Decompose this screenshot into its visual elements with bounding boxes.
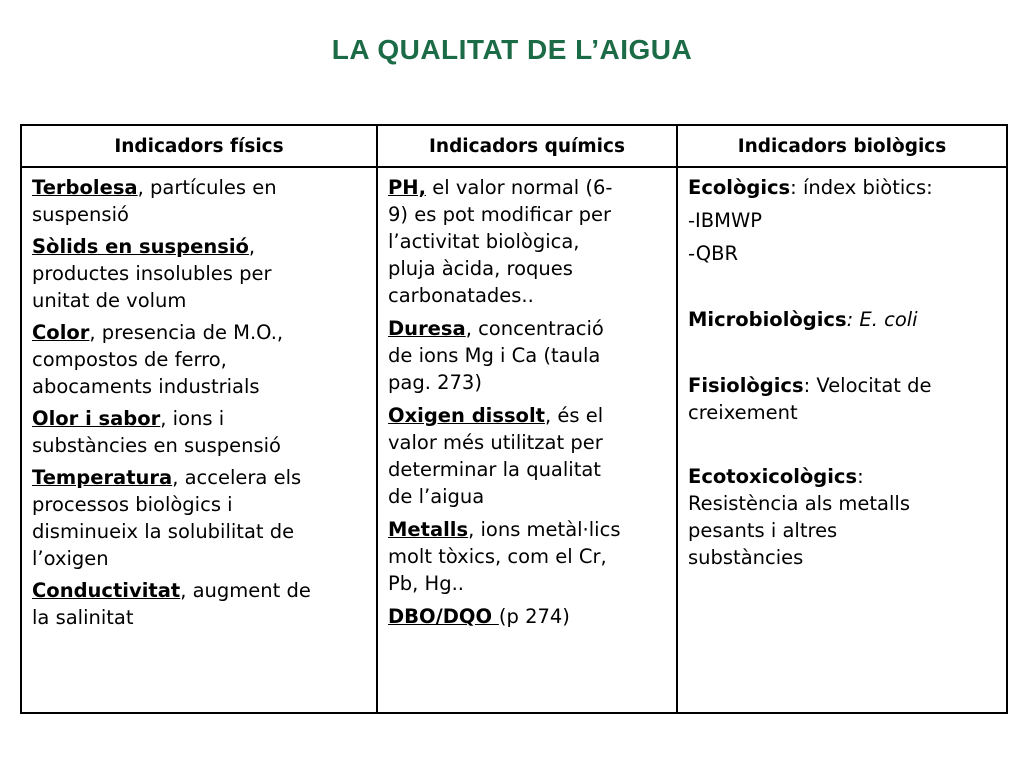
entry-color bbox=[32, 319, 368, 400]
text: pag. 273) bbox=[388, 371, 482, 394]
text: : índex biòtics: bbox=[790, 176, 933, 199]
entry-fisiologics bbox=[688, 372, 998, 426]
text: pluja àcida, roques bbox=[388, 257, 573, 280]
text: carbonatades.. bbox=[388, 284, 534, 307]
entry-temperatura bbox=[32, 464, 368, 572]
entry-metalls bbox=[388, 516, 668, 597]
text: productes insolubles per bbox=[32, 262, 272, 285]
term-conductivitat: Conductivitat bbox=[32, 579, 181, 602]
term-microbiologics: Microbiològics bbox=[688, 308, 847, 331]
text: la salinitat bbox=[32, 606, 134, 629]
term-fisiologics: Fisiològics bbox=[688, 374, 804, 397]
entry-duresa bbox=[388, 315, 668, 396]
entry-conductivitat bbox=[32, 577, 368, 631]
text: , augment de bbox=[180, 579, 311, 602]
text: : Velocitat de bbox=[803, 374, 932, 397]
content-row bbox=[21, 167, 1007, 713]
term-terbolesa: Terbolesa bbox=[32, 176, 138, 199]
species-ecoli: E. coli bbox=[859, 308, 918, 331]
text: Resistència als metalls bbox=[688, 492, 911, 515]
term-metalls: Metalls bbox=[388, 518, 469, 541]
cell-biologics bbox=[677, 167, 1007, 713]
header-quimics: Indicadors químics bbox=[377, 125, 677, 167]
text: l’activitat biològica, bbox=[388, 230, 580, 253]
text: , és el bbox=[544, 404, 604, 427]
term-temperatura: Temperatura bbox=[32, 466, 173, 489]
text: Pb, Hg.. bbox=[388, 572, 464, 595]
term-color: Color bbox=[32, 321, 90, 344]
text: substàncies bbox=[688, 546, 804, 569]
text: de l’aigua bbox=[388, 485, 485, 508]
term-ph: PH, bbox=[388, 176, 427, 199]
text: l’oxigen bbox=[32, 547, 109, 570]
text: pesants i altres bbox=[688, 519, 838, 542]
term-dbo-dqo: DBO/DQO bbox=[388, 605, 499, 628]
text: el valor normal (6- bbox=[426, 176, 613, 199]
entry-ecotoxicologics bbox=[688, 463, 998, 571]
cell-quimics bbox=[377, 167, 677, 713]
text: creixement bbox=[688, 401, 798, 424]
text: suspensió bbox=[32, 203, 129, 226]
entry-microbiologics bbox=[688, 306, 998, 333]
text: determinar la qualitat bbox=[388, 458, 601, 481]
entry-terbolesa bbox=[32, 174, 368, 228]
text: , concentració bbox=[465, 317, 604, 340]
index-qbr: -QBR bbox=[688, 242, 739, 265]
header-biologics: Indicadors biològics bbox=[677, 125, 1007, 167]
text: processos biològics i bbox=[32, 493, 233, 516]
header-row bbox=[21, 125, 1007, 167]
entry-oxigen bbox=[388, 402, 668, 510]
text: , presencia de M.O., bbox=[89, 321, 284, 344]
entry-dbo-dqo bbox=[388, 603, 668, 630]
text: unitat de volum bbox=[32, 289, 187, 312]
text: : bbox=[857, 465, 864, 488]
text: : bbox=[846, 308, 860, 331]
term-solids: Sòlids en suspensió bbox=[32, 235, 249, 258]
text: substàncies en suspensió bbox=[32, 434, 281, 457]
text: , bbox=[248, 235, 256, 258]
term-ecologics: Ecològics bbox=[688, 176, 791, 199]
entry-ecologics bbox=[688, 174, 998, 201]
entry-olor bbox=[32, 405, 368, 459]
cell-fisics bbox=[21, 167, 377, 713]
text: abocaments industrials bbox=[32, 375, 260, 398]
entry-ph bbox=[388, 174, 668, 309]
text: molt tòxics, com el Cr, bbox=[388, 545, 607, 568]
index-ibmwp: -IBMWP bbox=[688, 209, 763, 232]
text: , accelera els bbox=[172, 466, 302, 489]
text: disminueix la solubilitat de bbox=[32, 520, 295, 543]
term-olor: Olor i sabor bbox=[32, 407, 161, 430]
indicators-table bbox=[20, 124, 1008, 714]
term-duresa: Duresa bbox=[388, 317, 466, 340]
text: valor més utilitzat per bbox=[388, 431, 603, 454]
header-fisics: Indicadors físics bbox=[21, 125, 377, 167]
text: , ions metàl·lics bbox=[468, 518, 621, 541]
term-oxigen: Oxigen dissolt bbox=[388, 404, 545, 427]
text: , ions i bbox=[160, 407, 225, 430]
entry-solids bbox=[32, 233, 368, 314]
slide-title: LA QUALITAT DE L’AIGUA bbox=[331, 34, 693, 65]
text: 9) es pot modificar per bbox=[388, 203, 612, 226]
term-ecotoxicologics: Ecotoxicològics bbox=[688, 465, 858, 488]
text: , partícules en bbox=[137, 176, 277, 199]
text: (p 274) bbox=[498, 605, 570, 628]
text: de ions Mg i Ca (taula bbox=[388, 344, 601, 367]
text: compostos de ferro, bbox=[32, 348, 227, 371]
